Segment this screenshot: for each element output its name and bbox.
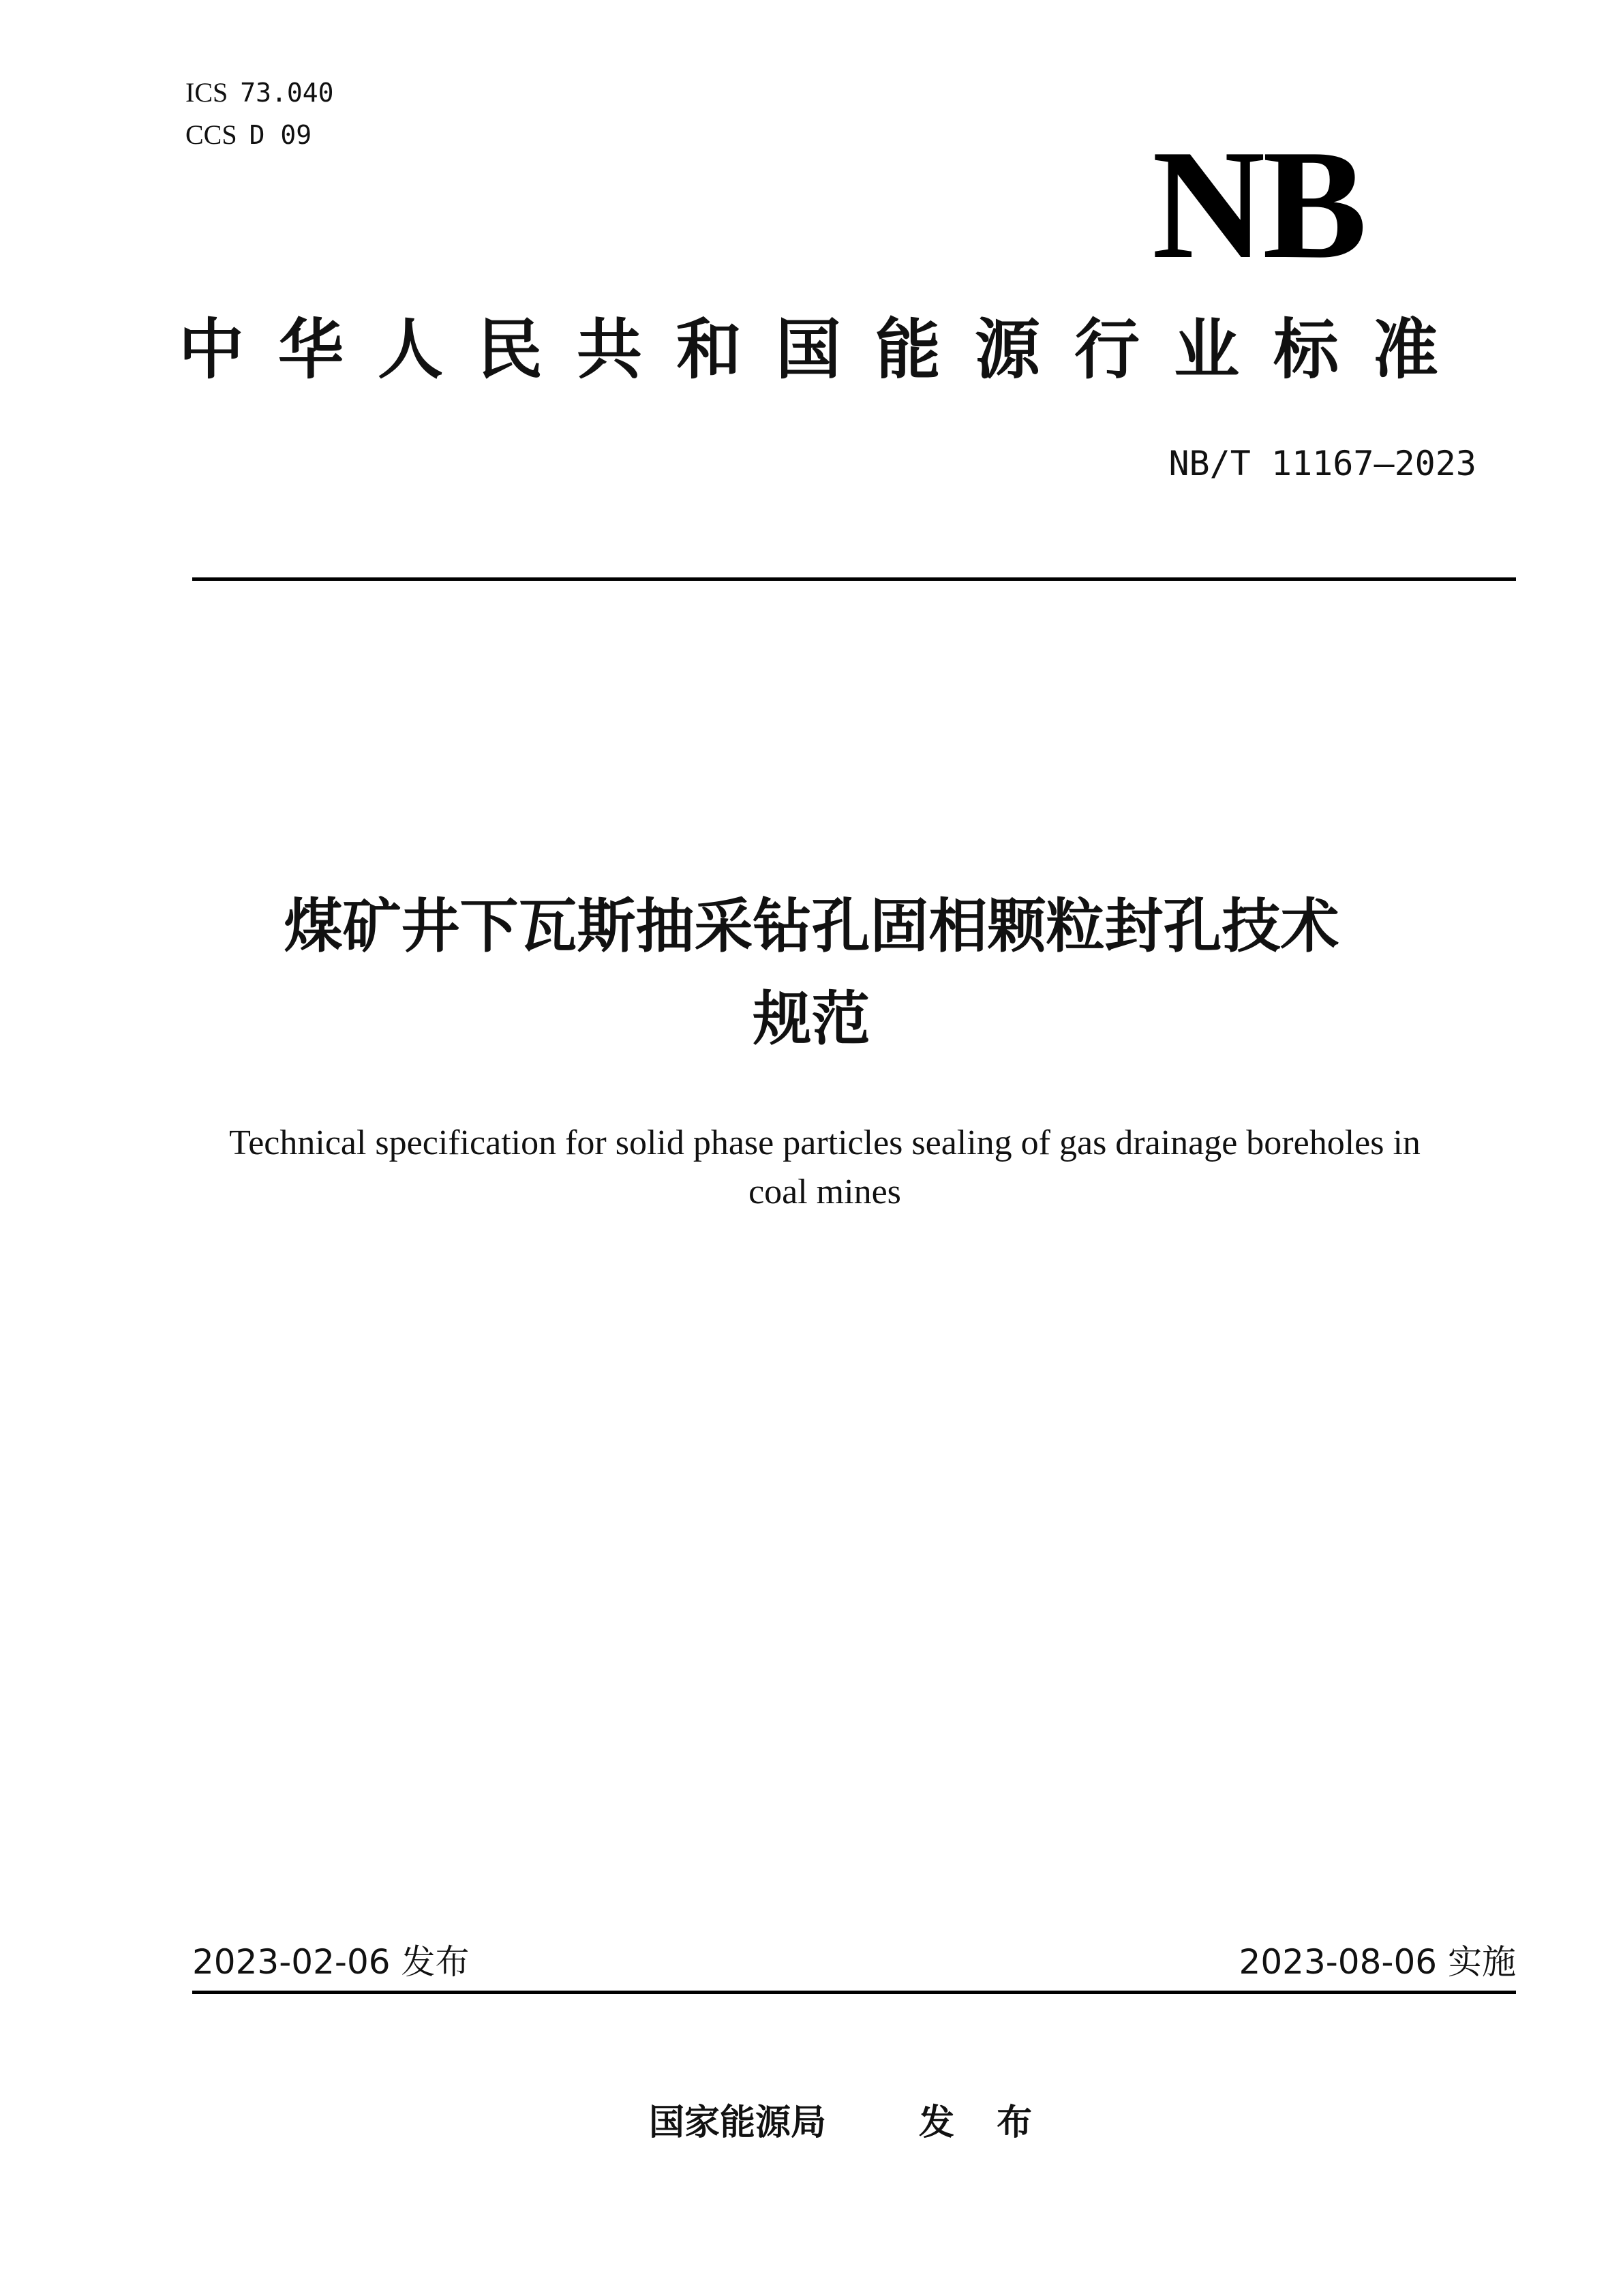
standard-number: NB/T 11167—2023 bbox=[1168, 444, 1476, 483]
issuer-name: 国家能源局 bbox=[649, 2102, 827, 2143]
top-divider bbox=[192, 577, 1516, 581]
bottom-divider bbox=[192, 1991, 1516, 1994]
publish-date: 2023-02-06 发布 bbox=[192, 1942, 470, 1982]
title-en-line1: Technical specification for solid phase particles sealing of gas drainage boreholes in bbox=[229, 1123, 1421, 1162]
ics-label: ICS bbox=[185, 77, 228, 108]
standard-type-heading: 中华人民共和国能源行业标准 bbox=[179, 312, 1472, 388]
ccs-code bbox=[185, 119, 312, 151]
nb-logo: NB bbox=[1152, 117, 1365, 291]
ccs-value: D 09 bbox=[249, 120, 312, 150]
title-cn-line2: 规范 bbox=[753, 985, 870, 1053]
issuer-action: 发 布 bbox=[919, 2102, 1048, 2143]
ics-value: 73.040 bbox=[240, 78, 334, 108]
title-cn-line1: 煤矿井下瓦斯抽采钻孔固相颗粒封孔技术 bbox=[284, 892, 1339, 961]
implement-date: 2023-08-06 实施 bbox=[1239, 1942, 1516, 1982]
ccs-label: CCS bbox=[185, 119, 237, 150]
title-en-line2: coal mines bbox=[748, 1173, 901, 1211]
ics-code bbox=[185, 76, 334, 109]
